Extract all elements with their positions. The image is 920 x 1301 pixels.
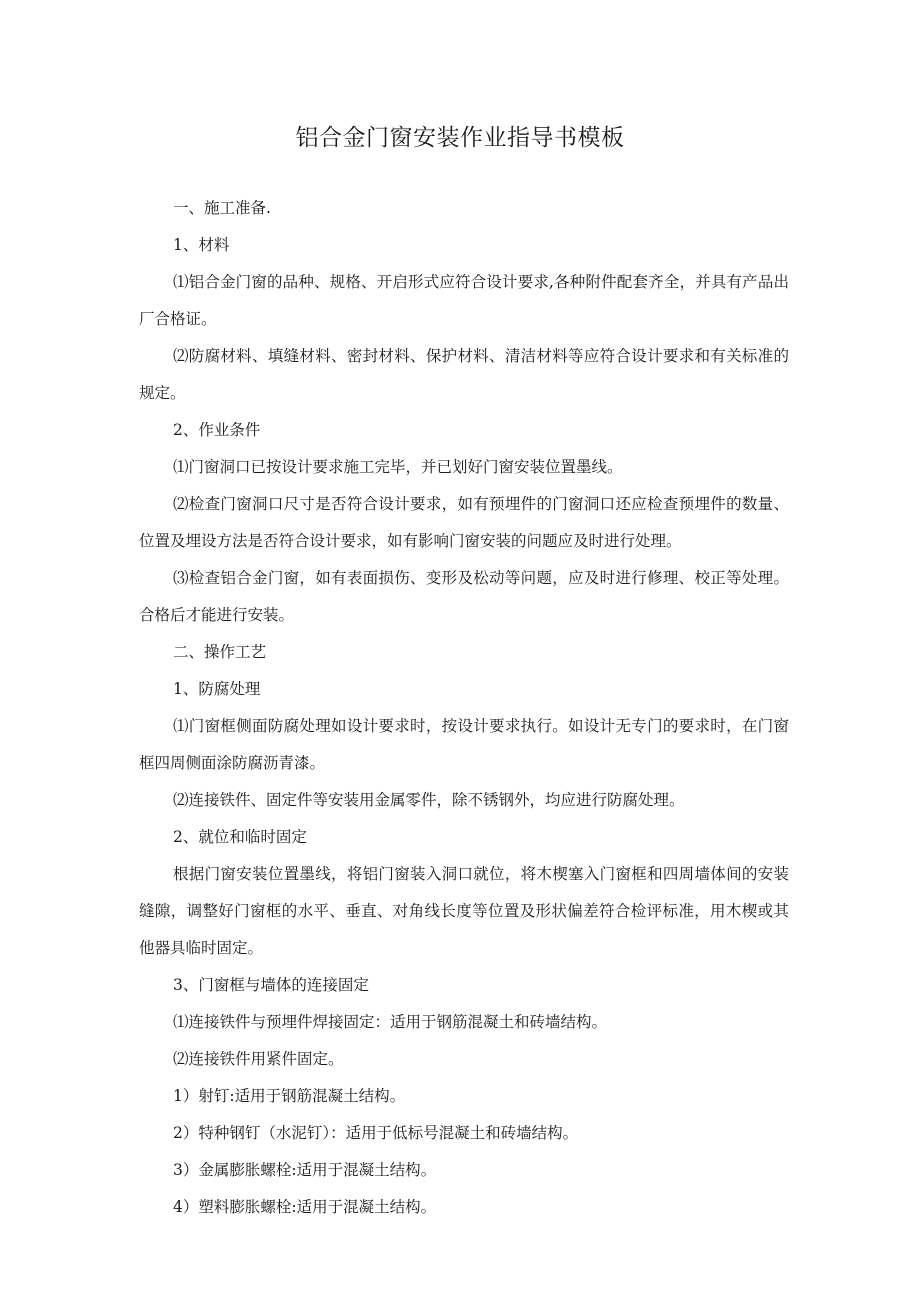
paragraph: 根据门窗安装位置墨线，将铝门窗装入洞口就位，将木楔塞入门窗框和四周墙体间的安装缝隙，调整好门窗框的水平、垂直、对角线长度等位置及形状偏差符合检评标准，用木楔或其他器具临时固定。 — [139, 865, 789, 957]
subsection-heading: 2、作业条件 — [173, 421, 261, 439]
document-title: 铝合金门窗安装作业指导书模板 — [295, 125, 625, 151]
subsection-heading: 3、门窗框与墙体的连接固定 — [173, 976, 369, 994]
list-item: 1）射钉:适用于钢筋混凝土结构。 — [173, 1087, 406, 1105]
paragraph: ⑴铝合金门窗的品种、规格、开启形式应符合设计要求,各种附件配套齐全，并具有产品出厂合格证。 — [139, 273, 789, 328]
paragraph: ⑴门窗框侧面防腐处理如设计要求时，按设计要求执行。如设计无专门的要求时，在门窗框四周侧面涂防腐沥青漆。 — [139, 717, 789, 772]
document-body — [139, 190, 789, 1226]
subsection-heading: 1、防腐处理 — [173, 680, 261, 698]
paragraph: ⑶检查铝合金门窗，如有表面损伤、变形及松动等问题，应及时进行修理、校正等处理。合格后才能进行安装。 — [139, 569, 789, 624]
subsection-heading: 2、就位和临时固定 — [173, 828, 307, 846]
paragraph: ⑵连接铁件用紧件固定。 — [173, 1050, 344, 1068]
subsection-heading: 1、材料 — [173, 236, 230, 254]
paragraph: ⑵连接铁件、固定件等安装用金属零件，除不锈钢外，均应进行防腐处理。 — [173, 791, 685, 809]
list-item: 4）塑料膨胀螺栓:适用于混凝土结构。 — [173, 1198, 437, 1216]
paragraph: ⑴门窗洞口已按设计要求施工完毕，并已划好门窗安装位置墨线。 — [173, 458, 623, 476]
paragraph: ⑴连接铁件与预埋件焊接固定：适用于钢筋混凝土和砖墙结构。 — [173, 1013, 608, 1031]
section-heading: 一、施工准备. — [173, 199, 271, 217]
list-item: 3）金属膨胀螺栓:适用于混凝土结构。 — [173, 1161, 437, 1179]
section-heading: 二、操作工艺 — [173, 643, 267, 661]
paragraph: ⑵防腐材料、填缝材料、密封材料、保护材料、清洁材料等应符合设计要求和有关标准的规定。 — [139, 347, 789, 402]
list-item: 2）特种钢钉（水泥钉）：适用于低标号混凝土和砖墙结构。 — [173, 1124, 579, 1142]
paragraph: ⑵检查门窗洞口尺寸是否符合设计要求，如有预埋件的门窗洞口还应检查预埋件的数量、位置及埋设方法是否符合设计要求，如有影响门窗安装的问题应及时进行处理。 — [139, 495, 789, 550]
